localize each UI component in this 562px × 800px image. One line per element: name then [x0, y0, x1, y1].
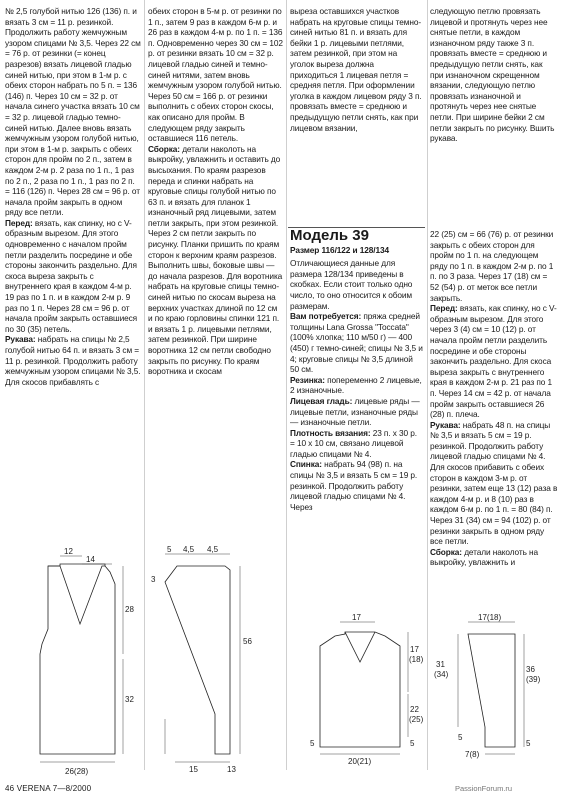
- dim-label: (39): [526, 675, 541, 684]
- dim-label: 36: [526, 665, 535, 674]
- materials-section: [290, 311, 423, 375]
- pattern-diagram-sleeve-39: [420, 612, 560, 782]
- section-label: Плотность вязания:: [290, 427, 371, 438]
- model-intro: Отличающиеся данные для размера 128/134 приведены в скобках. Если стоит только одно число, то оно относится к обоим размерам.: [290, 258, 413, 311]
- section-text: детали наколоть на выкройку, увлажнить и оставить до высыхания. По краям разрезов переда и спинки набрать на круговые спицы голубой нитью по 63 п. и вязать для планок 1 изнаночный ряд лицевыми, затем петли закрыть, при этом резинкой. Через 2 см петли закрыть по рисунку. Планки пришить по краям сторон к верхним краям разрезов. Выполнить швы, боковые швы — до начала разрезов. Для воротника набрать на круговые спицы темно-синей нитью по скосам выреза на верхних участках длиной по 12 см и по краю горловины спинки 121 п. и вязать 1 р. лицевыми петлями, затем резинкой. При ширине воротника 12 см петли свободно закрыть по рисунку. По краям воротника и скосам: [148, 143, 283, 377]
- dim-label: 31: [436, 660, 445, 669]
- section-text: набрать на спицы № 2,5 голубой нитью 64 п. и вязать 3 см = 11 р. резинкой. Продолжить работу жемчужным узором спицами № 3,5. Для скосов прибавлять с: [5, 334, 141, 387]
- section-label: Перед:: [430, 303, 458, 314]
- dim-label: (18): [409, 655, 424, 664]
- section-label: Спинка:: [290, 459, 322, 470]
- dim-label: 13: [227, 765, 236, 774]
- dim-label: 17(18): [478, 613, 502, 622]
- section-label: Перед:: [5, 217, 33, 228]
- dim-label: 26(28): [65, 767, 89, 776]
- section-text: лицевые ряды — лицевые петли, изнаночные ряды — изнаночные петли.: [290, 395, 420, 428]
- dim-label: 14: [86, 555, 95, 564]
- pattern-diagram-body-39: [300, 612, 425, 782]
- pattern-diagram-body: [20, 544, 145, 784]
- sleeve-section: [430, 420, 558, 547]
- section-label: Сборка:: [430, 546, 462, 557]
- dim-label: 5: [167, 545, 172, 554]
- dim-label: 17: [410, 645, 419, 654]
- dim-label: 22: [410, 705, 419, 714]
- section-label: Сборка:: [148, 143, 180, 154]
- dim-label: 17: [352, 613, 361, 622]
- dim-label: 7(8): [465, 750, 480, 759]
- rib-section: [290, 375, 423, 396]
- assembly-section: [148, 144, 283, 377]
- front-section: [430, 303, 558, 420]
- dim-label: 32: [125, 695, 134, 704]
- section-label: Лицевая гладь:: [290, 395, 353, 406]
- dim-label: 4,5: [183, 545, 195, 554]
- text-paragraph: 22 (25) см = 66 (76) р. от резинки закрыть с обеих сторон для пройм по 1 п. на следующем ряду по 1 п. в каждом 2-м р. по 1 п. по 3 раза. Через 17 (18) см = 52 (54) р. от меток все петли закрыть.: [430, 229, 554, 303]
- column-3-top: [290, 6, 423, 133]
- stockinette-section: [290, 396, 423, 428]
- assembly-section: [430, 547, 558, 568]
- dim-label: 20(21): [348, 757, 372, 766]
- dim-label: 5: [458, 733, 463, 742]
- text-paragraph: выреза оставшихся участков набрать на круговые спицы темно-синей нитью 81 п. и вязать для бейки 1 р. лицевыми петлями, затем резинкой, при этом на уголок выреза должна приходиться 1 лицевая петля = средняя петля. При оформлении уголка в каждом лицевом ряду 3 п. провязать вместе = среднюю и предыдущую петли снять, как при лицевом вязании,: [290, 6, 422, 133]
- front-section: [5, 218, 141, 335]
- column-2: [148, 6, 283, 377]
- column-4-bottom: [430, 229, 558, 568]
- section-text: набрать 48 п. на спицы № 3,5 и вязать 5 см = 19 р. резинкой. Продолжить работу лицевой гладью спицами № 4. Для скосов прибавить с обеих сторон в каждом 3-м р. от резинки, затем еще 13 (12) раза в каждом 4-м р. и 8 (10) раз в каждом 6-м р. по 1 п. = 80 (84) п. Через 31 (34) см = 94 (102) р. от резинки закрыть в одном ряду все петли.: [430, 419, 558, 547]
- column-divider: [286, 0, 287, 770]
- dim-label: 4,5: [207, 545, 219, 554]
- gauge-section: [290, 428, 423, 460]
- section-text: 23 п. х 30 р. = 10 х 10 см, связано лицевой гладью спицами № 4.: [290, 427, 417, 459]
- model-title: Модель 39: [290, 227, 369, 244]
- dim-label: 5: [410, 739, 415, 748]
- dim-label: 56: [243, 637, 252, 646]
- model-size: Размер 116/122 и 128/134: [290, 244, 390, 255]
- page-footer: 46 VERENA 7—8/2000: [5, 784, 92, 793]
- dim-label: 5: [310, 739, 315, 748]
- back-section: [290, 459, 423, 512]
- sleeve-section: [5, 334, 141, 387]
- section-label: Рукава:: [5, 334, 36, 345]
- section-text: вязать, как спинку, но с V-образным вырезом. Для этого через 3 (4) см = 10 (12) р. от начала пройм петли разделить посредине и обе стороны закончить раздельно. Для скоса выреза закрыть с внутреннего края в каждом 2-м р. 21 раз по 1 п. Через 14 см = 42 р. от начала пройм закрыть оставшиеся 26 (28) п. плеча.: [430, 303, 557, 420]
- text-paragraph: № 2,5 голубой нитью 126 (136) п. и вязать 3 см = 11 р. резинкой. Продолжить работу жемчужным узором спицами № 3,5. Через 22 см = 76 р. от резинки (= конец разрезов) вязать лицевой гладью синей нитью, при этом в 1-м р. с обеих сторон набрать по 5 п. = 136 (146) п. Через 10 см = 32 р. от начала синего участка вязать 10 см = 32 р. лицевой гладью темно-синей нитью. Далее вновь вязать жемчужным узором голубой нитью, при этом в 1-м р. закрыть с обеих сторон для пройм по 2 п., затем в каждом 2-м р. 2 раза по 1 п., 1 раз по 2 п., 2 раза по 1 п., 1 раз по 2 п. = 116 (126) п. Через 28 см = 96 р. от начала пройм закрыть в одном ряду все петли.: [5, 6, 141, 218]
- section-label: Резинка:: [290, 374, 325, 385]
- dim-label: (34): [434, 670, 449, 679]
- dim-label: 5: [526, 739, 531, 748]
- dim-label: (25): [409, 715, 424, 724]
- text-paragraph: следующую петлю провязать лицевой и протянуть через нее снятые петли, в каждом изнаночном ряду также 3 п. провязать вместе = среднюю и предыдущую петли снять, как при изнаночном скрещенном вязании, следующую петлю провязать изнаночной и протянуть через нее снятые петли. При ширине бейки 2 см петли закрыть по рисунку. Вшить рукава.: [430, 6, 555, 144]
- watermark: PassionForum.ru: [455, 784, 513, 793]
- column-1: [5, 6, 141, 387]
- section-text: набрать 94 (98) п. на спицы № 3,5 и вязать 5 см = 19 р. резинкой. Продолжить работу лицевой гладью спицами № 4. Через: [290, 459, 418, 512]
- section-text: вязать, как спинку, но с V-образным вырезом. Для этого одновременно с началом пройм петли разделить посредине и обе стороны закончить раздельно. Для скоса выреза закрыть с внутреннего края в каждом 4-м р. 19 раз по 1 п. и в каждом 2-м р. 9 раз по 1 п. Через 28 см = 96 р. от начала пройм закрыть оставшиеся по 30 (35) петель.: [5, 217, 138, 334]
- section-label: Вам потребуется:: [290, 311, 362, 322]
- dim-label: 3: [151, 575, 156, 584]
- pattern-diagram-sleeve: [145, 544, 285, 784]
- column-4-top: [430, 6, 558, 144]
- dim-label: 15: [189, 765, 198, 774]
- dim-label: 28: [125, 605, 134, 614]
- section-text: детали наколоть на выкройку, увлажнить и: [430, 546, 539, 568]
- section-text: пряжа средней толщины Lana Grossa "Toccata" (100% хлопка; 110 м/50 г) — 400 (450) г темно-синей; спицы № 3,5 и 4; круговые спицы № 3,5 длиной 50 см.: [290, 311, 423, 375]
- section-text: попеременно 2 лицевые, 2 изнаночные.: [290, 374, 422, 396]
- model-39-section: [290, 227, 423, 512]
- dim-label: 12: [64, 547, 73, 556]
- text-paragraph: обеих сторон в 5-м р. от резинки по 1 п., затем 9 раз в каждом 6-м р. и 26 раз в каждом 4-м р. по 1 п. = 136 п. Одновременно через 30 см = 102 р. от резинки вязать 10 см = 32 р. лицевой гладью синей и темно-синей нитями, затем вновь жемчужным узором голубой нитью. Через 50 см = 166 р. от резинки выполнить с обеих сторон скосы, как описано для пройм. В следующем ряду закрыть оставшиеся 116 петель.: [148, 6, 283, 144]
- section-label: Рукава:: [430, 419, 461, 430]
